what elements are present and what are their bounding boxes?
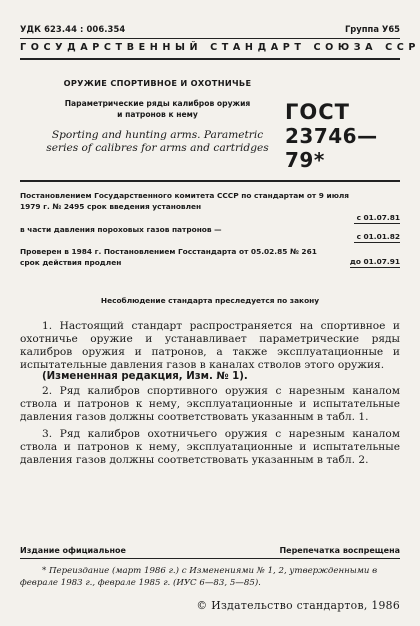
check-line-1: Проверен в 1984 г. Постановлением Госстандарта от 05.02.85 № 261	[20, 247, 317, 256]
header-rule-top	[20, 38, 400, 39]
gost-label: ГОСТ	[285, 100, 350, 124]
check-text	[20, 246, 400, 268]
date-introduction-value: с 01.07.81	[354, 213, 400, 224]
paragraph-2: 2. Ряд калибров спортивного оружия с нарезным каналом ствола и патронов к нему, эксплуатационные и испытательные давления газов должны соответствовать указанным в табл. 1.	[20, 385, 400, 423]
date-validity-value: до 01.07.91	[349, 257, 400, 266]
law-notice: Несоблюдение стандарта преследуется по закону	[100, 296, 320, 305]
paragraph-3: 3. Ряд калибров охотничьего оружия с нарезным каналом ствола и патронов к нему, эксплуатационные и испытательные давления газов должны соответствовать указанным в табл. 2.	[20, 428, 400, 466]
udk-code: УДК 623.44 : 006.354	[20, 24, 126, 34]
title-block	[40, 78, 275, 154]
gost-number: 23746—79*	[285, 124, 378, 172]
paragraph-1: 1. Настоящий стандарт распространяется на спортивное и охотничье оружие и устанавливает параметрические ряды калибров оружия и патронов, а также эксплуатационные и испытательные давления газов в каналах стволов этого оружия.	[20, 320, 400, 371]
title-english-line-2: series of calibres for arms and cartridges	[46, 141, 269, 154]
decree-line-1: Постановлением Государственного комитета СССР по стандартам от 9 июля	[20, 191, 350, 200]
footer-row	[20, 546, 400, 555]
subtitle-russian-line-2: и патронов к нему	[117, 110, 198, 119]
powder-pressure-line: в части давления пороховых газов патронов —	[20, 225, 222, 234]
date-validity	[350, 257, 400, 268]
group-code: Группа У65	[344, 24, 400, 34]
decree-text	[20, 190, 400, 212]
date-powder	[354, 232, 400, 243]
subtitle-russian	[40, 98, 275, 120]
official-edition-label: Издание официальное	[20, 546, 126, 555]
reprint-note: * Переиздание (март 1986 г.) с Изменениями № 1, 2, утвержденными в феврале 1983 г., феврале 1985 г. (ИУС 6—83, 5—85).	[20, 566, 378, 588]
edition-note: (Измененная редакция, Изм. № 1).	[42, 371, 248, 382]
title-russian: ОРУЖИЕ СПОРТИВНОЕ И ОХОТНИЧЬЕ	[63, 78, 252, 88]
header-rule-bottom	[20, 58, 400, 60]
reprint-forbidden-label: Перепечатка воспрещена	[279, 546, 400, 555]
header-row	[20, 24, 400, 34]
date-introduction	[354, 213, 400, 224]
footer-rule	[20, 558, 400, 559]
title-english	[40, 129, 275, 154]
date-powder-value: с 01.01.82	[354, 232, 400, 243]
decree-line-2: 1979 г. № 2495 срок введения установлен	[20, 202, 202, 211]
subtitle-russian-line-1: Параметрические ряды калибров оружия	[64, 99, 251, 108]
title-rule	[20, 180, 400, 182]
gost-designation	[285, 100, 405, 172]
title-english-line-1: Sporting and hunting arms. Parametric	[51, 129, 264, 141]
check-line-2: срок действия продлен	[20, 258, 122, 267]
copyright: © Издательство стандартов, 1986	[196, 599, 400, 612]
state-standard-banner: ГОСУДАРСТВЕННЫЙ СТАНДАРТ СОЮЗА ССР	[20, 42, 420, 53]
